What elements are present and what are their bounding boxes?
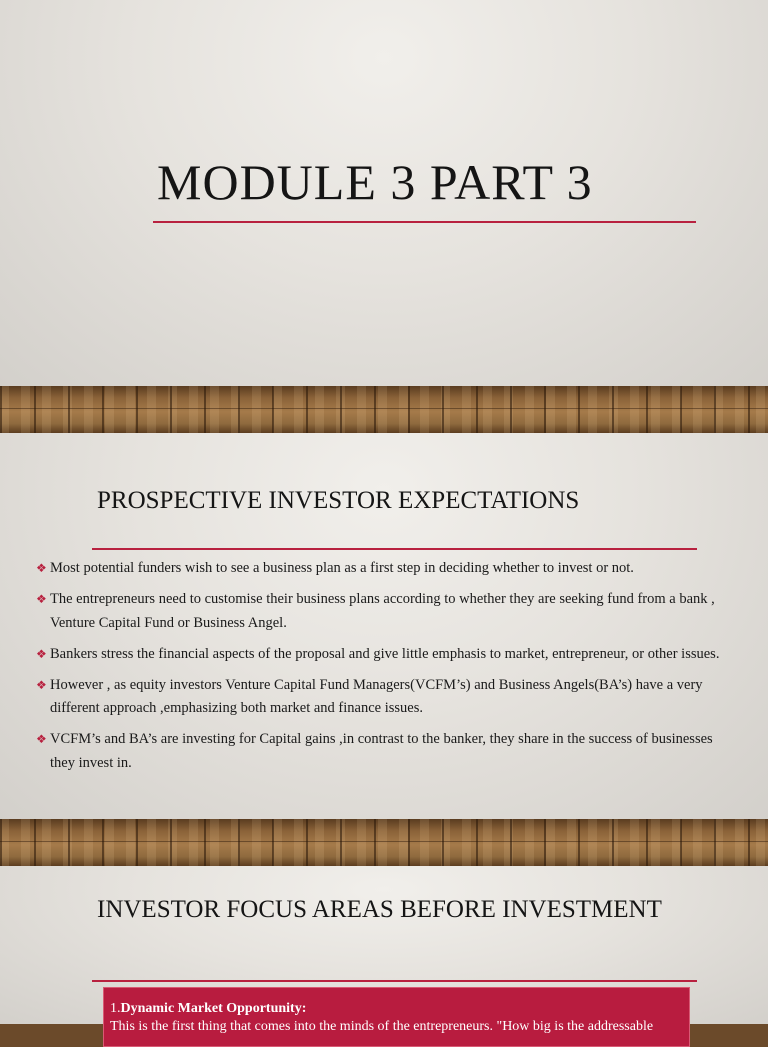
slide-3 xyxy=(0,866,768,1034)
list-item: ❖ Bankers stress the financial aspects of the proposal and give little emphasis to market, entrepreneur, or other issues. xyxy=(36,643,736,667)
focus-area-number: 1. xyxy=(110,1001,121,1016)
list-item: ❖ However , as equity investors Venture Capital Fund Managers(VCFM’s) and Business Angels(BA’s) have a very different approach ,emphasizing both market and finance issues. xyxy=(36,674,736,721)
diamond-bullet-icon: ❖ xyxy=(36,561,47,575)
diamond-bullet-icon: ❖ xyxy=(36,732,47,746)
focus-area-box xyxy=(103,987,690,1047)
diamond-bullet-icon: ❖ xyxy=(36,646,47,661)
focus-area-text: This is the first thing that comes into the minds of the entrepreneurs. "How big is the addressable xyxy=(110,1019,654,1034)
title-underline xyxy=(92,548,697,550)
wood-floor-divider xyxy=(0,386,768,433)
diamond-bullet-icon: ❖ xyxy=(36,592,47,606)
bullet-list xyxy=(36,557,736,783)
wood-floor-divider xyxy=(0,819,768,866)
slide-1-title: MODULE 3 PART 3 xyxy=(157,154,593,210)
slide-2 xyxy=(0,433,768,819)
list-item: ❖ Most potential funders wish to see a business plan as a first step in deciding whether to invest or not. xyxy=(36,557,736,581)
diamond-bullet-icon: ❖ xyxy=(36,677,47,692)
title-underline xyxy=(153,221,696,223)
slide-2-title: PROSPECTIVE INVESTOR EXPECTATIONS xyxy=(97,487,580,514)
list-item: ❖ VCFM’s and BA’s are investing for Capital gains ,in contrast to the banker, they share in the success of businesses they invest in. xyxy=(36,728,736,775)
slide-3-title: INVESTOR FOCUS AREAS BEFORE INVESTMENT xyxy=(97,896,662,923)
list-item: ❖ The entrepreneurs need to customise their business plans according to whether they are seeking fund from a bank , Venture Capital Fund or Business Angel. xyxy=(36,588,736,635)
focus-area-heading: Dynamic Market Opportunity: xyxy=(120,1001,307,1016)
title-underline xyxy=(92,980,697,982)
slide-1 xyxy=(0,0,768,386)
